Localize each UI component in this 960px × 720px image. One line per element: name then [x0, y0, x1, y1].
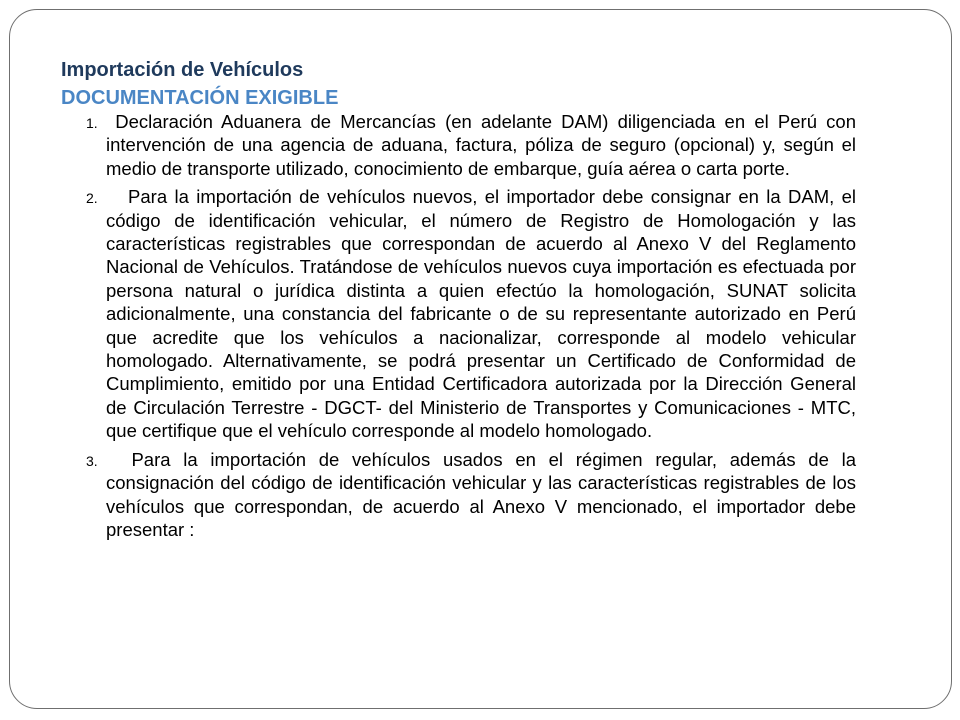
- slide-title: Importación de Vehículos: [61, 59, 304, 81]
- slide-subtitle: DOCUMENTACIÓN EXIGIBLE: [61, 87, 339, 109]
- list-item-number: 2.: [86, 190, 98, 207]
- list-item-number: 1.: [86, 115, 98, 131]
- list-item: [0, 110, 960, 180]
- list-item: [0, 185, 960, 442]
- list-item-text: Declaración Aduanera de Mercancías (en adelante DAM) diligenciada en el Perú con intervención de una agencia de aduana, factura, póliza de seguro (opcional) y, según el medio de transporte utilizado, conocimiento de embarque, guía aérea o carta porte.: [106, 111, 862, 179]
- list-item-number: 3.: [86, 452, 98, 469]
- requirements-list: [0, 110, 960, 546]
- list-item-text: Para la importación de vehículos nuevos, el importador debe consignar en la DAM, el código de identificación vehicular, el número de Registro de Homologación y las características registrables que correspondan de acuerdo al Anexo V del Reglamento Nacional de Vehículos. Tratándose de vehículos nuevos cuya importación es efectuada por persona natural o jurídica distinta a quien efectúo la homologación, SUNAT solicita adicionalmente, una constancia del fabricante o de su representante autorizado en Perú que acredite que los vehículos a nacionalizar, corresponde al modelo vehicular homologado. Alternativamente, se podrá presentar un Certificado de Conformidad de Cumplimiento, emitido por una Entidad Certificadora autorizada por la Dirección General de Circulación Terrestre - DGCT- del Ministerio de Transportes y Comunicaciones - MTC, que certifique que el vehículo corresponde al modelo homologado.: [106, 186, 862, 442]
- list-item: [0, 448, 960, 542]
- list-item-text: Para la importación de vehículos usados en el régimen regular, además de la consignación del código de identificación vehicular y las características registrables de los vehículos que correspondan, de acuerdo al Anexo V mencionado, el importador debe presentar :: [106, 448, 862, 540]
